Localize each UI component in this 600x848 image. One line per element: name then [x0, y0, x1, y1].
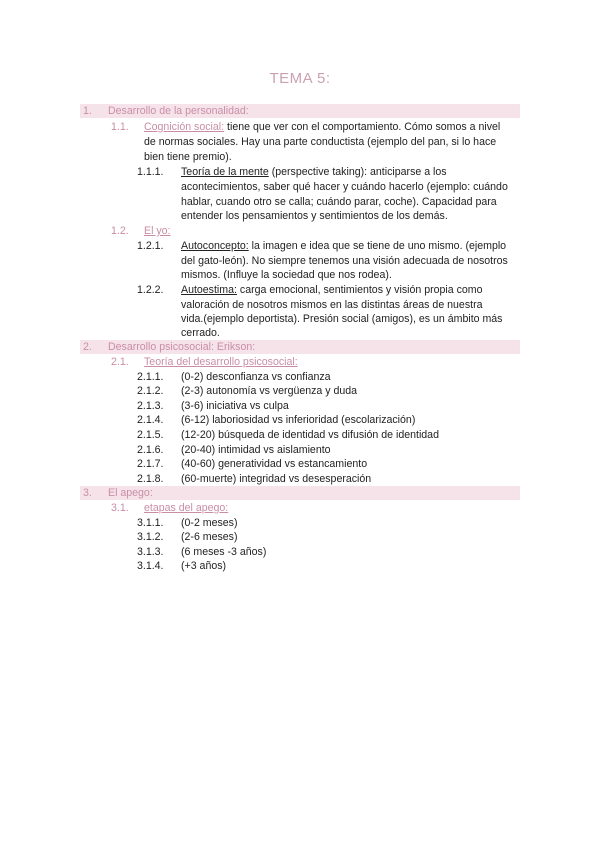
item-number: 1.1.1. [137, 166, 164, 178]
item-text: la imagen e idea que se tiene de uno mismo. (ejemplo [248, 240, 507, 252]
subsection-number: 2.1. [111, 356, 129, 368]
item-number: 2.1.4. [137, 414, 164, 426]
paragraph-line: acontecimientos, saber qué hacer y cuándo hacerlo (ejemplo: cuándo [181, 181, 508, 193]
item-number: 2.1.5. [137, 429, 164, 441]
paragraph-line: hablar, cuando otro se calla; cuándo parar, coche). Capacidad para [181, 196, 497, 208]
section-title: El apego: [108, 487, 153, 499]
item-text: (6-12) laboriosidad vs inferioridad (escolarización) [181, 414, 416, 426]
item-number: 3.1.3. [137, 546, 164, 558]
section-number: 2. [83, 341, 92, 353]
item-number: 2.1.8. [137, 473, 164, 485]
item-number: 2.1.2. [137, 385, 164, 397]
paragraph-line: de normas sociales. Hay una parte conductista (ejemplo del pan, si lo hace [144, 136, 497, 148]
item-text: (0-2 meses) [181, 517, 238, 529]
subsection-text: tiene que ver con el comportamiento. Cómo somos a nivel [224, 121, 501, 133]
paragraph-line: del gato-león). No siempre tenemos una visión adecuada de nosotros [181, 255, 508, 267]
item-text: (2-3) autonomía vs vergüenza y duda [181, 385, 358, 397]
item-text: (6 meses -3 años) [181, 546, 267, 558]
subsection-term: Cognición social: [144, 121, 225, 133]
subsection-number: 1.2. [111, 225, 129, 237]
section-title: Desarrollo de la personalidad: [108, 105, 249, 117]
item-text: (2-6 meses) [181, 531, 238, 543]
item-number: 3.1.1. [137, 517, 164, 529]
item-number: 2.1.3. [137, 400, 164, 412]
item-number: 2.1.1. [137, 371, 164, 383]
item-term: Autoconcepto: [181, 240, 249, 252]
section-number: 1. [83, 105, 92, 117]
page-title: TEMA 5: [269, 70, 331, 87]
item-text: (0-2) desconfianza vs confianza [181, 371, 331, 383]
paragraph-line: bien tiene premio). [144, 151, 232, 163]
subsection-term: Teoría del desarrollo psicosocial: [144, 356, 298, 368]
item-number: 1.2.1. [137, 240, 164, 252]
item-text: (20-40) intimidad vs aislamiento [181, 444, 331, 456]
item-number: 2.1.6. [137, 444, 164, 456]
item-number: 2.1.7. [137, 458, 164, 470]
subsection-term: etapas del apego: [144, 502, 229, 514]
section-title: Desarrollo psicosocial: Erikson: [108, 341, 256, 353]
item-text: (12-20) búsqueda de identidad vs difusión de identidad [181, 429, 439, 441]
section-number: 3. [83, 487, 92, 499]
item-number: 3.1.4. [137, 560, 164, 572]
item-text: (40-60) generatividad vs estancamiento [181, 458, 368, 470]
item-term: Autoestima: [181, 284, 237, 296]
paragraph-line: entender los pensamientos y sentimientos de los demás. [181, 210, 448, 222]
subsection-number: 3.1. [111, 502, 129, 514]
subsection-number: 1.1. [111, 121, 129, 133]
item-text: (+3 años) [181, 560, 227, 572]
item-text: (perspective taking): anticiparse a los [268, 166, 447, 178]
paragraph-line: valoración de nosotros mismos en las distintas áreas de nuestra [181, 299, 483, 311]
item-text: (60-muerte) integridad vs desesperación [181, 473, 372, 485]
item-number: 3.1.2. [137, 531, 164, 543]
paragraph-line: cerrado. [181, 327, 220, 339]
item-term: Teoría de la mente [181, 166, 269, 178]
item-text: (3-6) iniciativa vs culpa [181, 400, 289, 412]
subsection-term: El yo: [144, 225, 171, 237]
item-number: 1.2.2. [137, 284, 164, 296]
item-text: carga emocional, sentimientos y visión propia como [236, 284, 483, 296]
paragraph-line: vida.(ejemplo deportista). Presión social (amigos), es un ámbito más [181, 313, 503, 325]
paragraph-line: mismos. (Influye la sociedad que nos rodea). [181, 269, 392, 281]
